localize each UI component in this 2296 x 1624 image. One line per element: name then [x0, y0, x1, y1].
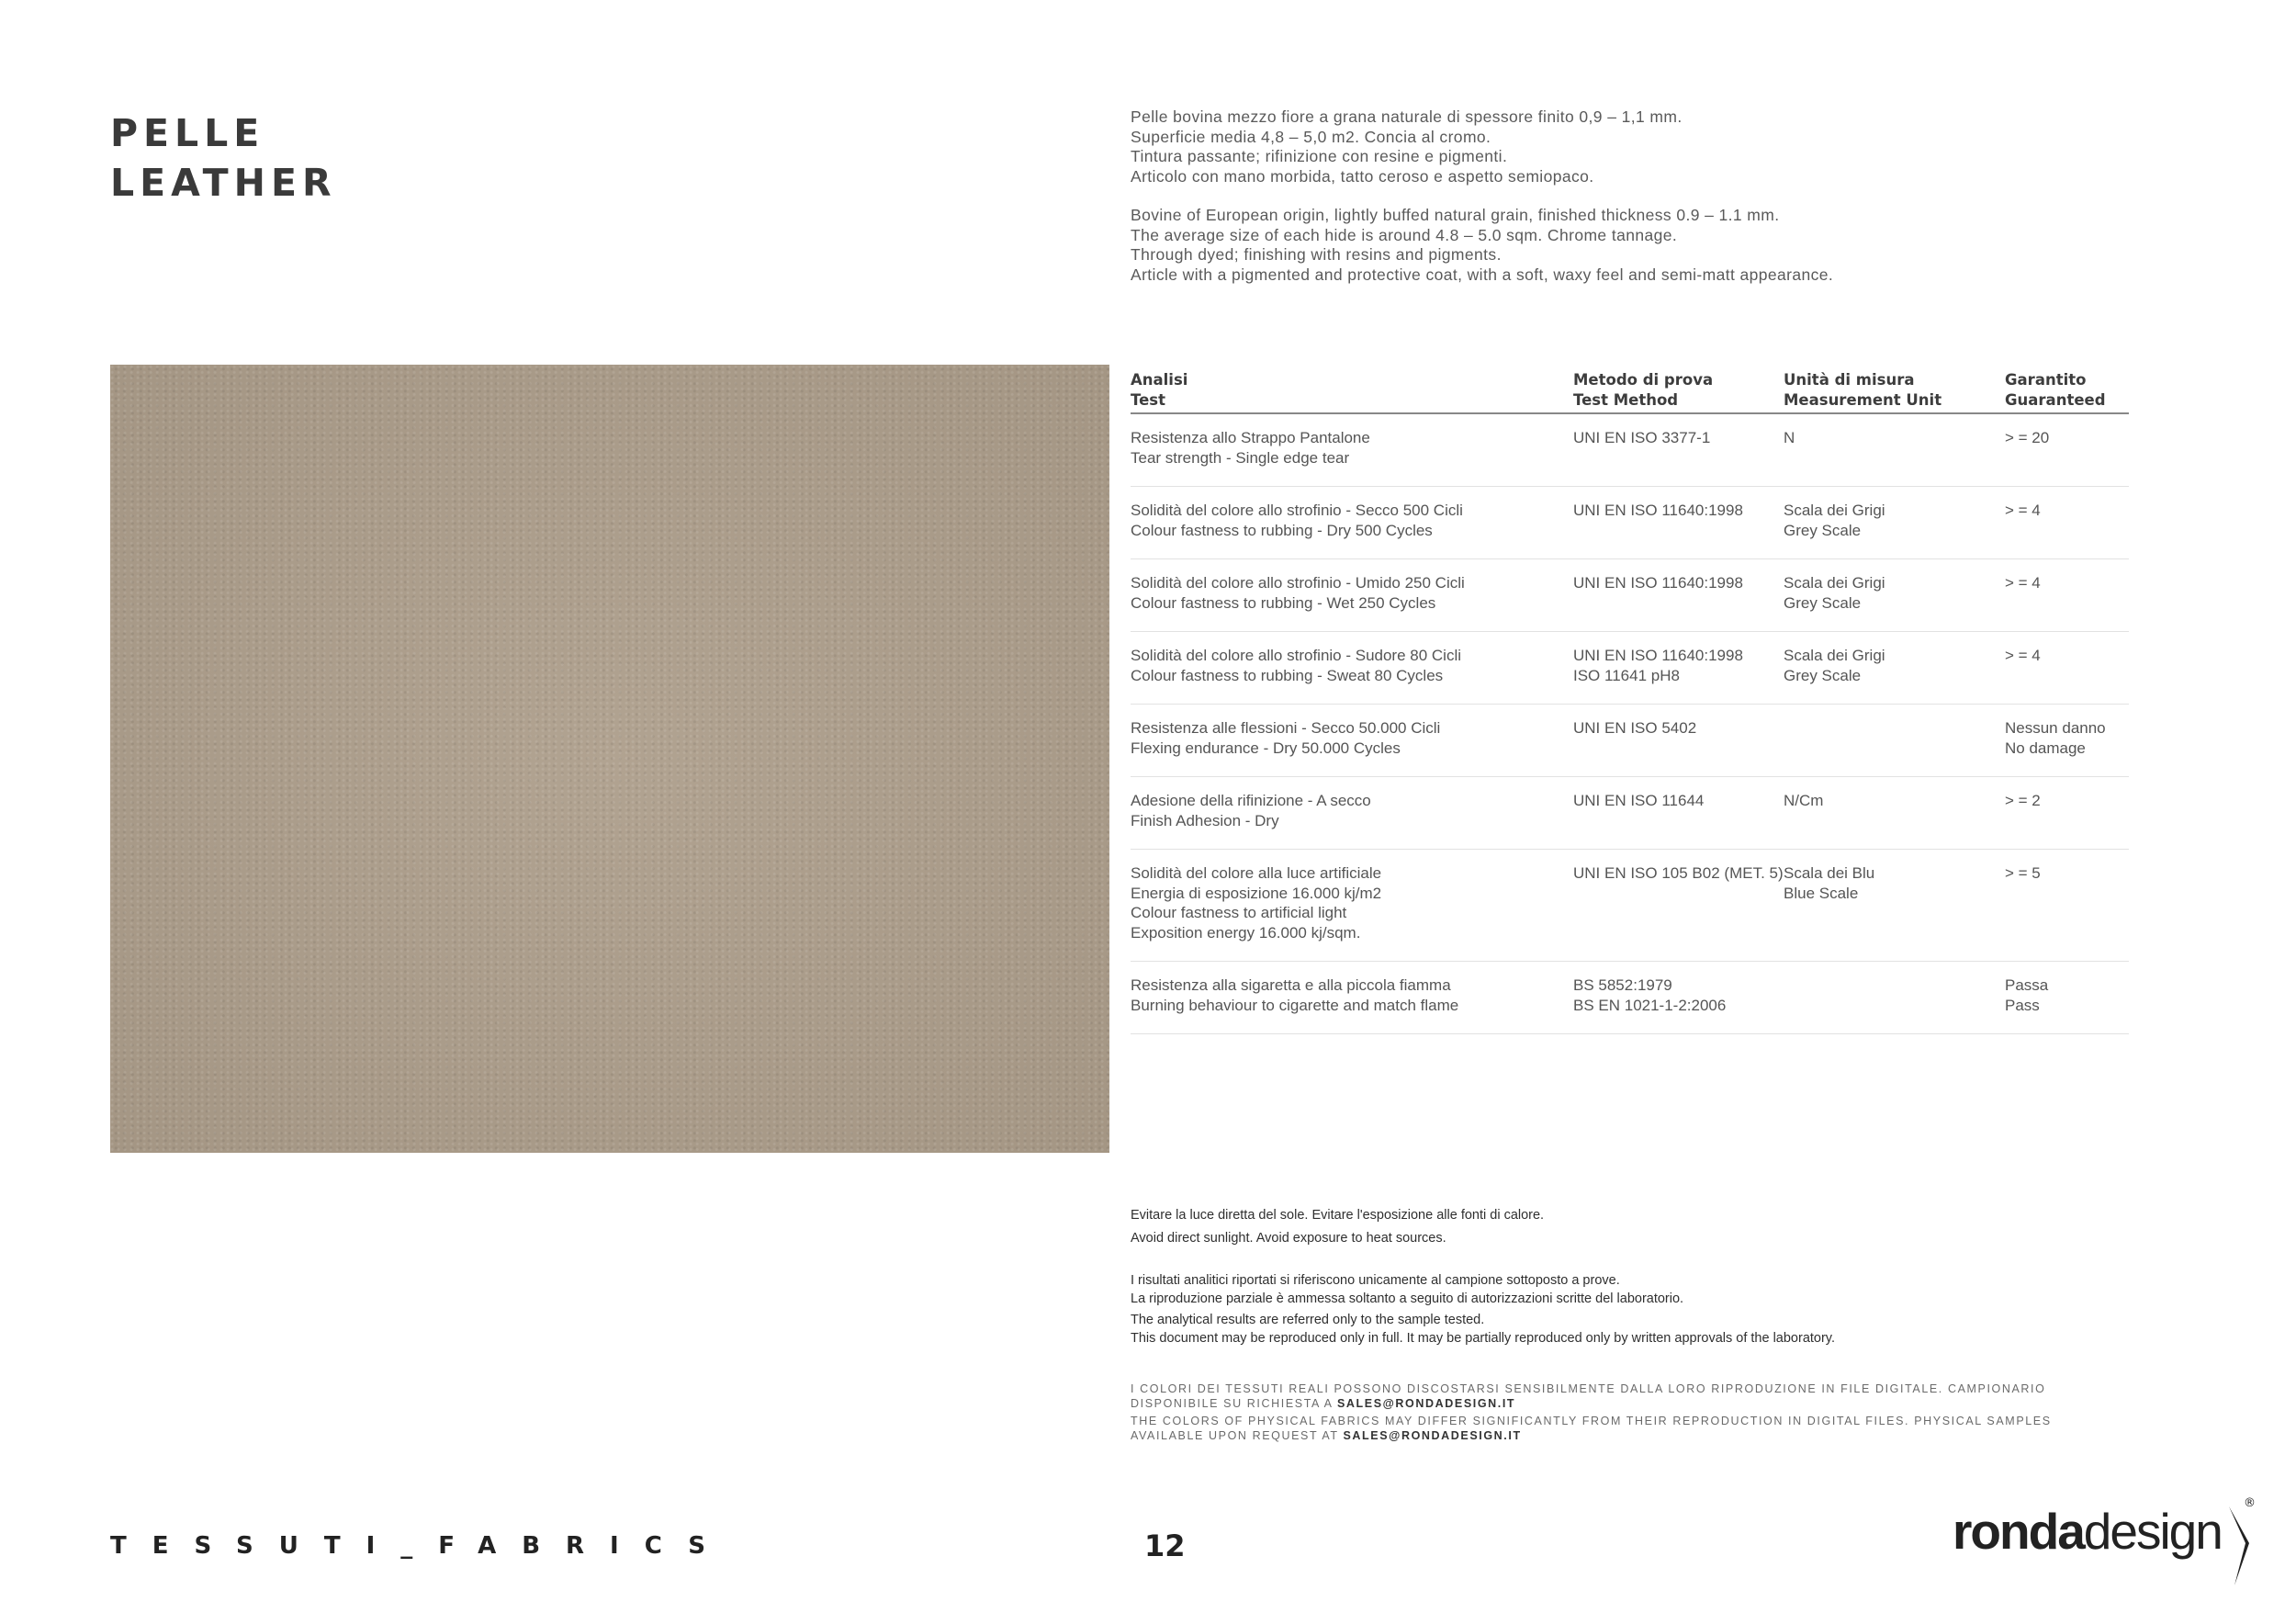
cell-line: N — [1784, 429, 1795, 446]
cell-line: UNI EN ISO 5402 — [1573, 719, 1697, 737]
cell-line: Solidità del colore allo strofinio - Sudore 80 Cicli — [1131, 647, 1462, 664]
description-line: Bovine of European origin, lightly buffed natural grain, finished thickness 0.9 – 1.1 mm. — [1131, 206, 1780, 224]
cell-test — [1131, 777, 1573, 850]
cell-method — [1573, 705, 1784, 777]
header-test — [1131, 370, 1573, 413]
cell-line: Nessun danno — [2005, 719, 2106, 737]
header-guaranteed — [2005, 370, 2129, 413]
cell-line: Colour fastness to rubbing - Sweat 80 Cycles — [1131, 666, 1444, 684]
sales-email-link[interactable]: SALES@RONDADESIGN.IT — [1343, 1428, 1522, 1442]
table-header-row — [1131, 370, 2129, 413]
header-line: Measurement Unit — [1784, 390, 1942, 409]
description-line: Through dyed; finishing with resins and pigments. — [1131, 245, 1502, 264]
table-row — [1131, 777, 2129, 850]
cell-line: Solidità del colore alla luce artificiale — [1131, 864, 1382, 882]
cell-line: Grey Scale — [1784, 666, 1862, 684]
table-row — [1131, 487, 2129, 559]
header-line: Guaranteed — [2005, 390, 2106, 409]
cell-method — [1573, 413, 1784, 487]
table-body — [1131, 413, 2129, 1034]
table-row — [1131, 559, 2129, 632]
cell-line: N/Cm — [1784, 792, 1824, 809]
cell-method — [1573, 962, 1784, 1034]
description-line: Article with a pigmented and protective coat, with a soft, waxy feel and semi-matt appearance. — [1131, 265, 1834, 284]
rondadesign-logo — [1953, 1495, 2257, 1578]
cell-test — [1131, 632, 1573, 705]
cell-line: UNI EN ISO 11640:1998 — [1573, 647, 1743, 664]
description-line: Tintura passante; rifinizione con resine e pigmenti. — [1131, 147, 1508, 165]
cell-line: Scala dei Grigi — [1784, 574, 1885, 592]
cell-line: UNI EN ISO 11640:1998 — [1573, 502, 1743, 519]
cell-unit — [1784, 487, 2005, 559]
registered-mark: ® — [2243, 1496, 2256, 1510]
table-row — [1131, 962, 2129, 1034]
cell-line: Tear strength - Single edge tear — [1131, 448, 1350, 467]
table-row — [1131, 850, 2129, 962]
header-line: Metodo di prova — [1573, 371, 1714, 389]
cell-line: ISO 11641 pH8 — [1573, 666, 1680, 684]
cell-line: > = 2 — [2005, 792, 2041, 809]
table-row — [1131, 632, 2129, 705]
cell-line: Colour fastness to rubbing - Wet 250 Cycles — [1131, 593, 1436, 612]
results-note-english — [1131, 1311, 2205, 1348]
note-line: La riproduzione parziale è ammessa soltanto a seguito di autorizzazioni scritte del laboratorio. — [1131, 1291, 1684, 1306]
cell-guaranteed — [2005, 487, 2129, 559]
cell-line: Adesione della rifinizione - A secco — [1131, 792, 1371, 809]
cell-line: > = 4 — [2005, 574, 2041, 592]
cell-unit — [1784, 632, 2005, 705]
note-line: The analytical results are referred only to the sample tested. — [1131, 1313, 1485, 1327]
header-method — [1573, 370, 1784, 413]
description-italian — [1131, 107, 2196, 186]
cell-line: Finish Adhesion - Dry — [1131, 811, 1279, 829]
cell-line: Burning behaviour to cigarette and match flame — [1131, 996, 1459, 1014]
logo-chevron-icon — [2225, 1495, 2257, 1587]
cell-line: Solidità del colore allo strofinio - Umido 250 Cicli — [1131, 574, 1465, 592]
logo-word-ronda: ronda — [1953, 1503, 2084, 1560]
cell-guaranteed — [2005, 850, 2129, 962]
cell-line: BS EN 1021-1-2:2006 — [1573, 996, 1727, 1014]
page-number: 12 — [1144, 1528, 1186, 1563]
cell-unit — [1784, 559, 2005, 632]
title-italian: PELLE — [110, 111, 265, 155]
cell-method — [1573, 487, 1784, 559]
cell-line: UNI EN ISO 11640:1998 — [1573, 574, 1743, 592]
table-row — [1131, 705, 2129, 777]
cell-line: Solidità del colore allo strofinio - Secco 500 Cicli — [1131, 502, 1463, 519]
cell-line: > = 20 — [2005, 429, 2050, 446]
cell-line: Resistenza allo Strappo Pantalone — [1131, 429, 1370, 446]
cell-guaranteed — [2005, 777, 2129, 850]
cell-line: Scala dei Grigi — [1784, 502, 1885, 519]
product-description — [1131, 107, 2196, 304]
cell-line: Passa — [2005, 976, 2049, 994]
description-line: Articolo con mano morbida, tatto ceroso e aspetto semiopaco. — [1131, 166, 1594, 186]
cell-line: Flexing endurance - Dry 50.000 Cycles — [1131, 739, 1401, 757]
cell-test — [1131, 962, 1573, 1034]
cell-line: No damage — [2005, 739, 2086, 757]
cell-test — [1131, 559, 1573, 632]
header-line: Garantito — [2005, 371, 2087, 389]
cell-guaranteed — [2005, 632, 2129, 705]
cell-guaranteed — [2005, 705, 2129, 777]
cell-line: Scala dei Grigi — [1784, 647, 1885, 664]
disclaimer-english — [1131, 1415, 2104, 1443]
test-specifications-table — [1131, 370, 2129, 1034]
cell-line: Grey Scale — [1784, 521, 1862, 539]
header-line: Unità di misura — [1784, 371, 1915, 389]
header-line: Test — [1131, 390, 1165, 409]
disclaimer-text: I COLORI DEI TESSUTI REALI POSSONO DISCOSTARSI SENSIBILMENTE DALLA LORO RIPRODUZIONE IN FILE DIGITALE. CAMPIONARIO DISPONIBILE SU RICHIESTA A — [1131, 1382, 2046, 1410]
cell-test — [1131, 705, 1573, 777]
cell-line: Colour fastness to rubbing - Dry 500 Cycles — [1131, 521, 1433, 539]
cell-line: Blue Scale — [1784, 884, 1859, 902]
cell-line: Grey Scale — [1784, 593, 1862, 612]
results-note-italian — [1131, 1271, 2205, 1308]
disclaimer-text: THE COLORS OF PHYSICAL FABRICS MAY DIFFER SIGNIFICANTLY FROM THEIR REPRODUCTION IN DIGITAL FILES. PHYSICAL SAMPLES AVAILABLE UPON REQUEST AT — [1131, 1415, 2052, 1442]
care-note-italian: Evitare la luce diretta del sole. Evitare l'esposizione alle fonti di calore. — [1131, 1208, 1545, 1223]
cell-line: Energia di esposizione 16.000 kj/m2 — [1131, 884, 1382, 902]
cell-unit — [1784, 850, 2005, 962]
description-line: Pelle bovina mezzo fiore a grana naturale di spessore finito 0,9 – 1,1 mm. — [1131, 107, 1683, 126]
cell-line: UNI EN ISO 11644 — [1573, 792, 1705, 809]
cell-test — [1131, 487, 1573, 559]
care-note-english: Avoid direct sunlight. Avoid exposure to heat sources. — [1131, 1231, 1446, 1246]
cell-method — [1573, 777, 1784, 850]
description-line: The average size of each hide is around 4.8 – 5.0 sqm. Chrome tannage. — [1131, 225, 1678, 244]
cell-test — [1131, 850, 1573, 962]
header-line: Analisi — [1131, 371, 1188, 389]
description-line: Superficie media 4,8 – 5,0 m2. Concia al cromo. — [1131, 127, 1491, 146]
sales-email-link[interactable]: SALES@RONDADESIGN.IT — [1336, 1396, 1516, 1410]
cell-line: UNI EN ISO 105 B02 (MET. 5) — [1573, 864, 1784, 882]
cell-line: Scala dei Blu — [1784, 864, 1875, 882]
cell-line: Exposition energy 16.000 kj/sqm. — [1131, 923, 1361, 942]
cell-unit — [1784, 413, 2005, 487]
header-line: Test Method — [1573, 390, 1679, 409]
title-english: LEATHER — [110, 161, 337, 205]
cell-guaranteed — [2005, 962, 2129, 1034]
care-notes — [1131, 1206, 2205, 1348]
cell-method — [1573, 559, 1784, 632]
cell-unit — [1784, 705, 2005, 777]
description-english — [1131, 206, 2196, 285]
note-line: I risultati analitici riportati si riferiscono unicamente al campione sottoposto a prove. — [1131, 1273, 1620, 1288]
cell-line: > = 4 — [2005, 647, 2041, 664]
page-title — [110, 108, 337, 208]
cell-guaranteed — [2005, 559, 2129, 632]
color-disclaimer — [1131, 1382, 2104, 1447]
leather-swatch-image — [110, 365, 1109, 1153]
table-row — [1131, 413, 2129, 487]
cell-test — [1131, 413, 1573, 487]
cell-method — [1573, 850, 1784, 962]
cell-line: Pass — [2005, 996, 2040, 1014]
cell-line: Colour fastness to artificial light — [1131, 904, 1347, 921]
cell-line: Resistenza alla sigaretta e alla piccola fiamma — [1131, 976, 1451, 994]
disclaimer-italian — [1131, 1382, 2104, 1411]
cell-method — [1573, 632, 1784, 705]
cell-line: > = 5 — [2005, 864, 2041, 882]
cell-line: UNI EN ISO 3377-1 — [1573, 429, 1711, 446]
section-label: TESSUTI_FABRICS — [110, 1532, 732, 1560]
cell-guaranteed — [2005, 413, 2129, 487]
cell-unit — [1784, 962, 2005, 1034]
cell-line: Resistenza alle flessioni - Secco 50.000 Cicli — [1131, 719, 1441, 737]
cell-line: > = 4 — [2005, 502, 2041, 519]
cell-unit — [1784, 777, 2005, 850]
cell-line: BS 5852:1979 — [1573, 976, 1672, 994]
logo-word-design: design — [2083, 1503, 2222, 1560]
note-line: This document may be reproduced only in full. It may be partially reproduced only by written approvals of the laboratory. — [1131, 1331, 1836, 1346]
header-unit — [1784, 370, 2005, 413]
